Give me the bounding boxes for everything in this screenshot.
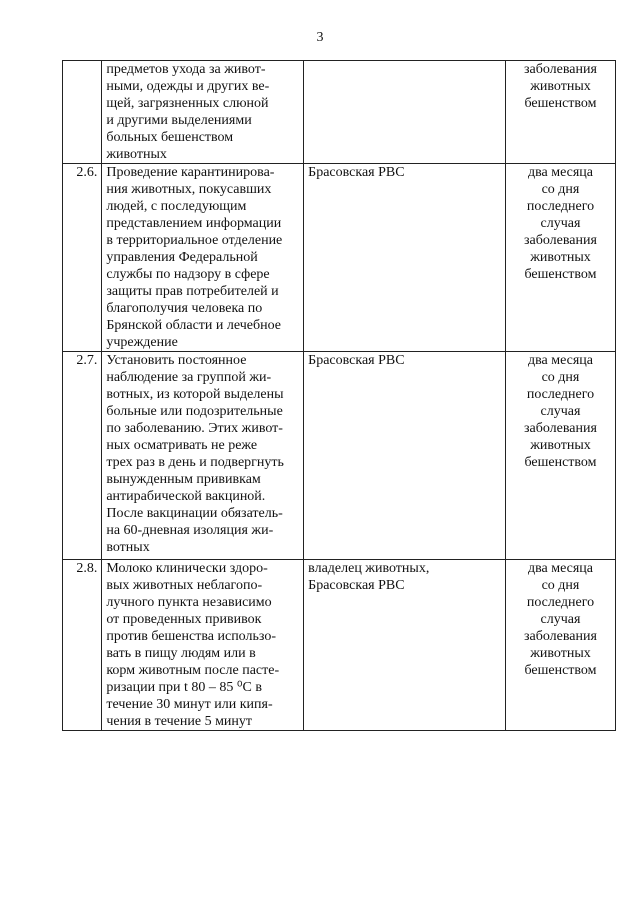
page-number: 3 <box>316 30 324 45</box>
measures-table <box>62 60 616 731</box>
term-cell: два месяца со дня последнего случая заболевания животных бешенством <box>505 560 615 731</box>
measure-cell: предметов ухода за живот- ными, одежды и других ве- щей, загрязненных слюной и другими выделениями больных бешенством животных <box>102 61 304 164</box>
measure-cell: Установить постоянное наблюдение за группой жи- вотных, из которой выделены больные или подозрительные по заболеванию. Этих живот- ных осматривать не реже трех раз в день и подвергнуть вынужденным прививкам антирабической вакциной. После вакцинации обязатель- на 60-дневная изоляция жи- вотных <box>102 352 304 560</box>
table-row <box>63 352 616 560</box>
responsible-cell: Брасовская РВС <box>304 164 506 352</box>
responsible-cell: владелец животных, Брасовская РВС <box>304 560 506 731</box>
measure-cell: Проведение карантинирова- ния животных, покусавших людей, с последующим представлением информации в территориальное отделение управления Федеральной службы по надзору в сфере защиты прав потребителей и благополучия человека по Брянской области и лечебное учреждение <box>102 164 304 352</box>
measure-cell: Молоко клинически здоро- вых животных неблагопо- лучного пункта независимо от проведенных прививок против бешенства использо- вать в пищу людям или в корм животным после пасте- ризации при t 80 – 85 ⁰С в течение 30 минут или кипя- чения в течение 5 минут <box>102 560 304 731</box>
table-row <box>63 560 616 731</box>
responsible-cell <box>304 61 506 164</box>
table-row <box>63 61 616 164</box>
responsible-cell: Брасовская РВС <box>304 352 506 560</box>
term-cell: два месяца со дня последнего случая заболевания животных бешенством <box>505 352 615 560</box>
row-number: 2.6. <box>63 164 102 352</box>
row-number: 2.8. <box>63 560 102 731</box>
term-cell: два месяца со дня последнего случая заболевания животных бешенством <box>505 164 615 352</box>
row-number <box>63 61 102 164</box>
row-number: 2.7. <box>63 352 102 560</box>
table-row <box>63 164 616 352</box>
term-cell: заболевания животных бешенством <box>505 61 615 164</box>
